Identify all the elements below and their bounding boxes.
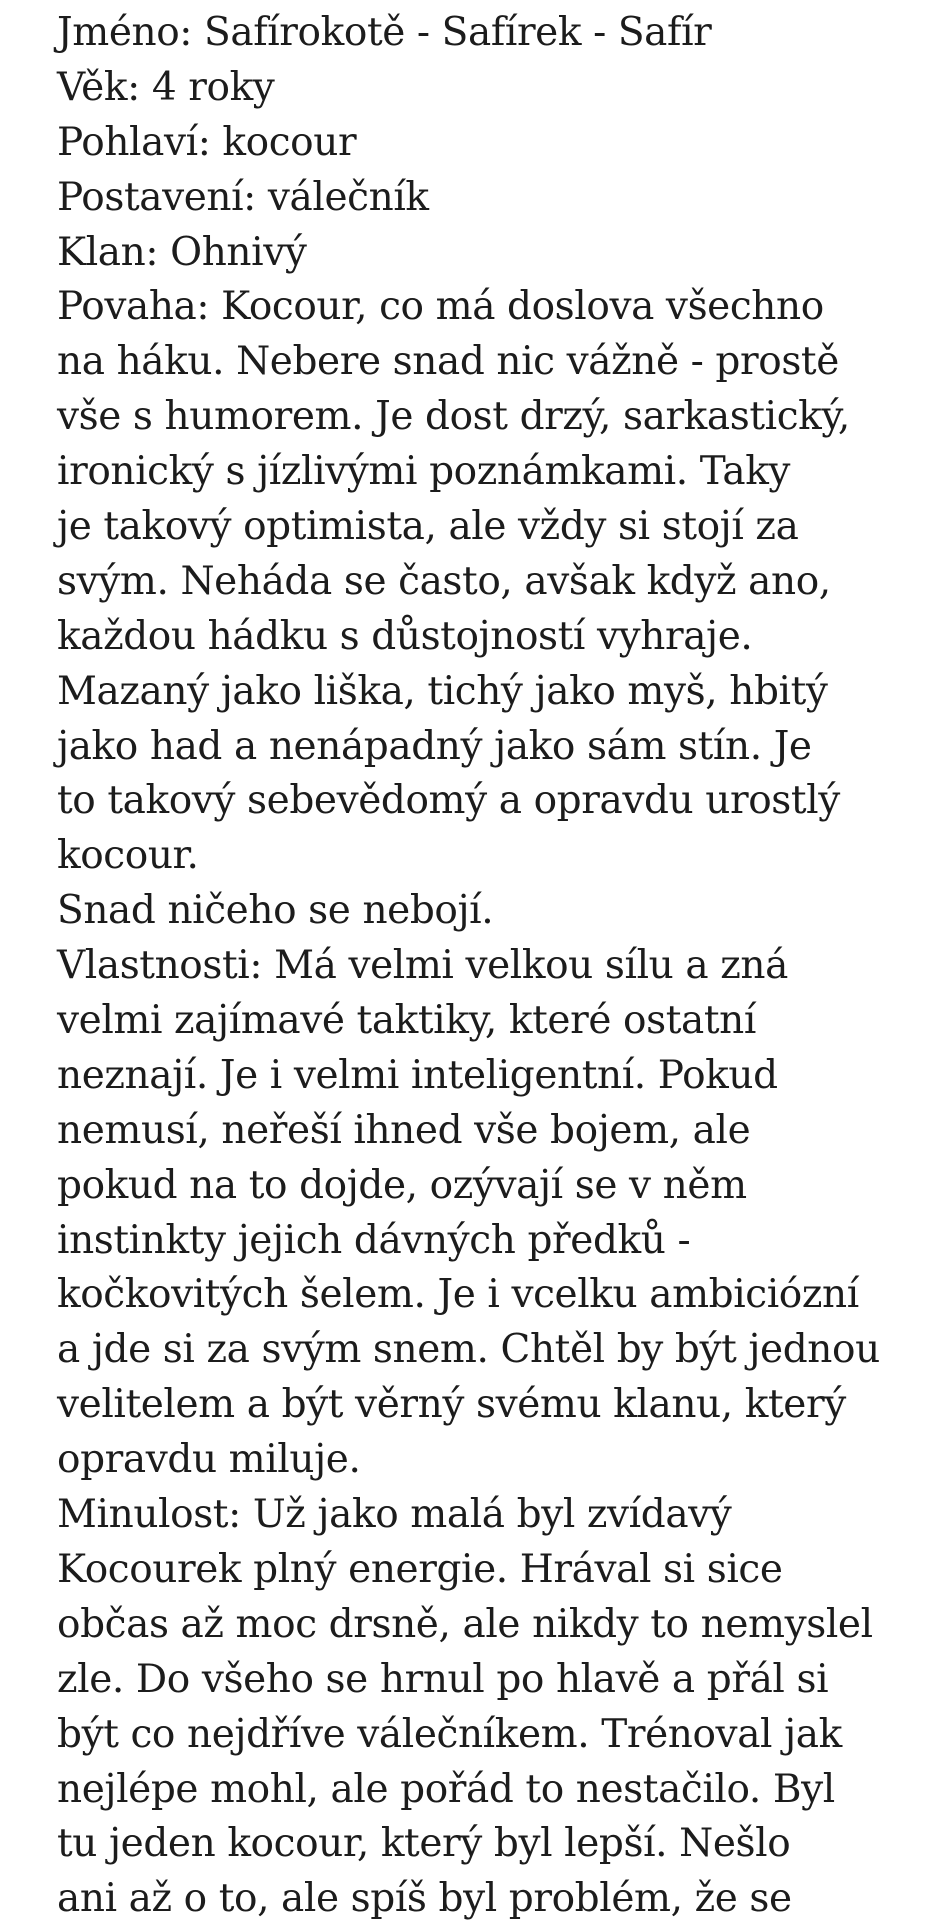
text-line: to takový sebevědomý a opravdu urostlý: [57, 778, 840, 824]
text-line: každou hádku s důstojností vyhraje.: [57, 613, 753, 659]
text-line: tu jeden kocour, který byl lepší. Nešlo: [57, 1821, 791, 1867]
text-line: Mazaný jako liška, tichý jako myš, hbitý: [57, 668, 828, 714]
text-line: velmi zajímavé taktiky, které ostatní: [57, 998, 756, 1044]
text-line: velitelem a být věrný svému klanu, který: [57, 1382, 846, 1428]
text-line: instinkty jejich dávných předků -: [57, 1217, 691, 1263]
text-line: jako had a nenápadný jako sám stín. Je: [57, 723, 812, 769]
text-line: ani až o to, ale spíš byl problém, že se: [57, 1876, 792, 1922]
text-line: nejlépe mohl, ale pořád to nestačilo. Byl: [57, 1766, 835, 1812]
text-line: být co nejdříve válečníkem. Trénoval jak: [57, 1711, 842, 1757]
text-line: Povaha: Kocour, co má doslova všechno: [57, 284, 824, 330]
document-body: [57, 6, 927, 1927]
text-line: kocour.: [57, 833, 199, 879]
text-line: pokud na to dojde, ozývají se v něm: [57, 1162, 747, 1208]
text-line: a jde si za svým snem. Chtěl by být jednou: [57, 1327, 880, 1373]
text-line: Minulost: Už jako malá byl zvídavý: [57, 1492, 732, 1538]
text-line: občas až moc drsně, ale nikdy to nemyslel: [57, 1601, 873, 1647]
text-line: Vlastnosti: Má velmi velkou sílu a zná: [57, 943, 788, 989]
text-line: Kocourek plný energie. Hrával si sice: [57, 1546, 783, 1592]
text-line: neznají. Je i velmi inteligentní. Pokud: [57, 1052, 778, 1098]
text-line: Pohlaví: kocour: [57, 119, 357, 165]
text-line: vše s humorem. Je dost drzý, sarkastický,: [57, 394, 850, 440]
text-line: je takový optimista, ale vždy si stojí za: [57, 504, 799, 550]
text-line: na háku. Nebere snad nic vážně - prostě: [57, 339, 839, 385]
text-line: Věk: 4 roky: [57, 64, 275, 110]
text-line: ironický s jízlivými poznámkami. Taky: [57, 449, 791, 495]
text-line: svým. Neháda se často, avšak když ano,: [57, 558, 831, 604]
text-line: opravdu miluje.: [57, 1437, 361, 1483]
text-line: kočkovitých šelem. Je i vcelku ambiciózní: [57, 1272, 859, 1318]
text-line: Jméno: Safírokotě - Safírek - Safír: [57, 10, 712, 55]
text-line: nemusí, neřeší ihned vše bojem, ale: [57, 1107, 751, 1153]
text-line: Snad ničeho se nebojí.: [57, 888, 494, 934]
text-line: Postavení: válečník: [57, 174, 429, 220]
text-line: zle. Do všeho se hrnul po hlavě a přál si: [57, 1656, 829, 1702]
text-line: Klan: Ohnivý: [57, 229, 307, 275]
